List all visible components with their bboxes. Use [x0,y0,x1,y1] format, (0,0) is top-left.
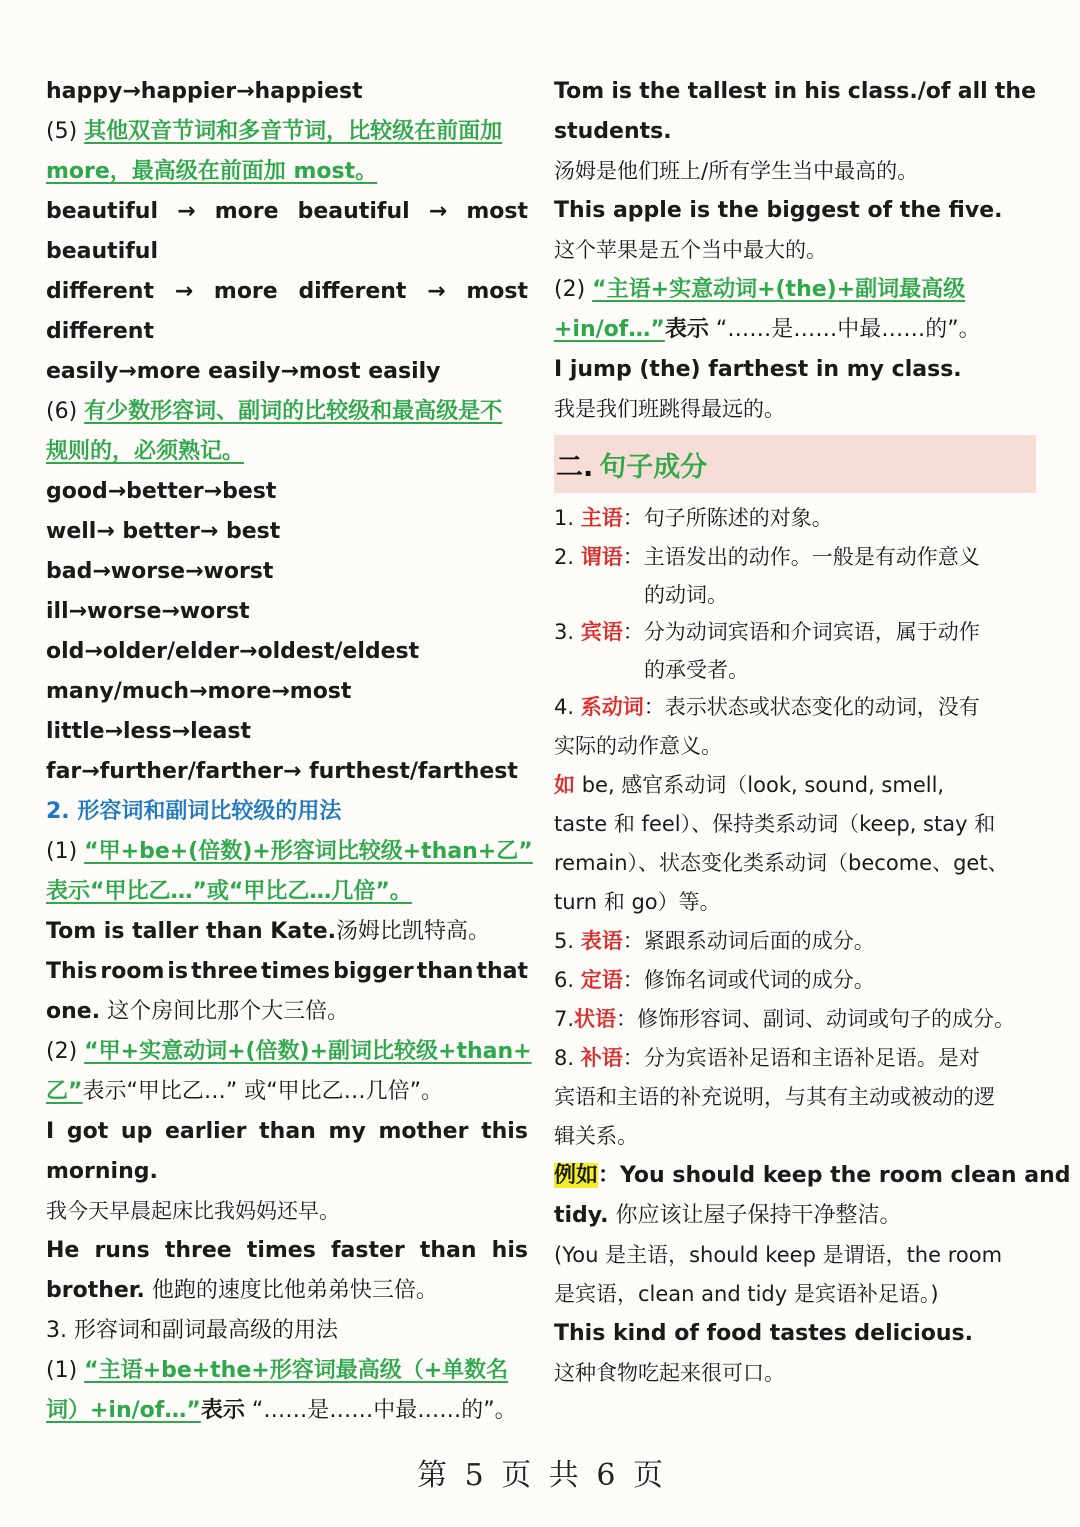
word: Tom [554,79,605,104]
word: the [639,79,681,104]
word: is [167,959,189,984]
item-desc-cont: 宾语和主语的补充说明，与其有主动或被动的逻 [554,1085,995,1109]
component-item [554,499,1036,538]
section-heading [554,435,1036,493]
linking-verbs-line: remain）、状态变化类系动词（become、get、 [554,851,1009,875]
word: class./of [847,79,951,104]
right-column [554,72,1071,1393]
word: earlier [165,1119,247,1144]
irregular-item: ill→worse→worst [46,599,250,624]
component-item [554,961,1036,1000]
item-desc: ：分为宾语补足语和主语补足语。是对 [622,1046,980,1070]
total-pages: 6 [596,1458,616,1493]
rule-text: 词）+in/of…” [46,1398,201,1423]
example-line [554,1156,1071,1196]
example-en: tidy. [554,1203,609,1228]
word: mother [378,1119,469,1144]
example-line: easily→more easily→most easily [46,359,441,384]
word: three [164,1238,232,1263]
rule-number: (5) [46,119,78,144]
linking-verbs-line [554,766,1036,805]
usage-rule-2 [46,1032,532,1072]
rule-text: 有少数形容词、副词的比较级和最高级是不 [84,399,503,424]
rule-number: (1) [46,839,78,864]
rule-number: (2) [46,1039,78,1064]
word: more [214,199,279,224]
item-number: 3. [554,620,575,644]
component-item [554,688,1036,727]
word: that [476,959,528,984]
rule-text: more，最高级在前面加 most。 [46,159,378,184]
item-desc-cont: 的动词。 [644,583,728,607]
irregular-item: far→further/farther→ furthest/farthest [46,759,518,784]
word: beautiful [297,199,410,224]
example-en: brother. [46,1278,145,1303]
word: He [46,1238,80,1263]
rule-meaning-label: 表示 [200,1398,245,1423]
rule-number: (6) [46,399,78,424]
page-number: 5 [464,1458,484,1493]
item-term: 系动词 [580,695,644,719]
example-line: different [46,319,154,344]
usage-rule-2-cont [46,1072,528,1112]
word: times [246,1238,316,1263]
word: times [261,959,331,984]
superlative-rule-1-cont [46,1391,528,1431]
example-en: This apple is the biggest of the five. [554,198,1003,223]
heading-comparative-usage: 2. 形容词和副词比较级的用法 [46,799,342,824]
arrow: → [428,199,448,224]
word: I [46,1119,55,1144]
rule-meaning: “……是……中最……的”。 [251,1398,517,1423]
item-number: 8. [554,1046,575,1070]
example-line [46,912,528,952]
rule-meaning-label: 表示 [664,317,709,342]
item-desc-cont: 实际的动作意义。 [554,734,722,758]
footer-text: 页 [632,1458,663,1493]
component-item [554,1000,1036,1039]
usage-rule-1 [46,832,533,872]
item-desc: ：修饰形容词、副词、动词或句子的成分。 [616,1007,1016,1031]
example-line [554,1196,1036,1236]
word: up [120,1119,153,1144]
item-desc: ：表示状态或状态变化的动词，没有 [643,695,980,719]
word: tallest [687,79,767,104]
usage-rule-1-cont [46,872,528,912]
word: got [66,1119,109,1144]
rule-6 [46,392,528,432]
word: this [481,1119,528,1144]
word: is [611,79,632,104]
rule-text: 乙” [46,1079,83,1104]
example-cn: 汤姆比凯特高。 [336,919,491,944]
word: runs [94,1238,150,1263]
word: different [46,279,154,304]
item-desc: ：主语发出的动作。一般是有动作意义 [622,545,980,569]
word: faster [330,1238,405,1263]
footer-text: 第 [417,1458,448,1493]
irregular-item: good→better→best [46,479,277,504]
example-line [46,1271,528,1311]
linking-verbs-line: taste 和 feel）、保持类系动词（keep, stay 和 [554,812,996,836]
example-line [46,1231,528,1271]
word: bigger [333,959,414,984]
example-highlight: 例如 [554,1163,599,1188]
item-number: 5. [554,929,575,953]
rule-text: 规则的，必须熟记。 [46,439,245,464]
example-cn: 这个房间比那个大三倍。 [107,999,350,1024]
example-marker: 如 [554,773,575,797]
rule-text: +in/of…” [554,317,665,342]
superlative-rule-2 [554,270,1036,310]
item-number: 2. [554,545,575,569]
example-line [46,192,528,232]
item-number: 4. [554,695,575,719]
example-line: beautiful [46,239,159,264]
word: most [466,279,528,304]
rule-5-cont [46,152,528,192]
page-footer [0,1450,1080,1494]
item-desc-cont: 辑关系。 [554,1124,638,1148]
word: than [416,959,474,984]
irregular-item: well→ better→ best [46,519,281,544]
text-line: happy→happier→happiest [46,79,363,104]
rule-6-cont [46,432,528,472]
word: beautiful [46,199,159,224]
example-cn: 我今天早晨起床比我妈妈还早。 [46,1199,340,1223]
word: This [46,959,98,984]
item-number: 7. [554,1007,575,1031]
word: more [213,279,278,304]
example-cn: 这个苹果是五个当中最大的。 [554,238,827,262]
irregular-item: many/much→more→most [46,679,352,704]
rule-text: 其他双音节词和多音节词，比较级在前面加 [84,119,503,144]
word: three [191,959,258,984]
example-en: ：You should keep the room clean and [598,1163,1071,1188]
item-desc-cont: 的承受者。 [644,658,749,682]
irregular-item: bad→worse→worst [46,559,274,584]
item-term: 表语 [580,929,623,953]
example-en: one. [46,999,101,1024]
example-line [46,952,528,992]
word: his [491,1238,528,1263]
item-number: 1. [554,506,575,530]
item-number: 6. [554,968,575,992]
component-item [554,922,1036,961]
component-item [554,1039,1036,1078]
word: most [466,199,528,224]
word: all [957,79,988,104]
example-line [46,992,528,1032]
item-desc: ：句子所陈述的对象。 [622,506,833,530]
component-item [554,613,1036,652]
rule-text: “甲+实意动词+(倍数)+副词比较级+than+ [84,1039,532,1064]
heading-superlative-usage: 3. 形容词和副词最高级的用法 [46,1318,338,1343]
rule-5 [46,112,528,152]
item-desc: ：分为动词宾语和介词宾语，属于动作 [622,620,980,644]
example-en: This kind of food tastes delicious. [554,1321,973,1346]
example-line [554,72,1036,112]
arrow: → [427,279,446,304]
item-desc: ：修饰名词或代词的成分。 [622,968,875,992]
item-term: 主语 [580,506,623,530]
component-item [554,538,1036,577]
arrow: → [174,279,194,304]
item-desc: ：紧跟系动词后面的成分。 [622,929,875,953]
rule-text: 表示“甲比乙…”或“甲比乙…几倍”。 [46,879,412,904]
left-column [46,72,533,1431]
arrow: → [177,199,196,224]
word: in [773,79,797,104]
word: than [259,1119,316,1144]
superlative-rule-1 [46,1351,528,1391]
example-en: students. [554,119,672,144]
rule-meaning: 表示“甲比乙…” 或“甲比乙…几倍”。 [82,1079,444,1104]
word: different [298,279,407,304]
superlative-rule-2-cont [554,310,1036,350]
linking-verbs-line: turn 和 go）等。 [554,890,721,914]
rule-text: “主语+实意动词+(the)+副词最高级 [592,277,966,302]
section-number: 二. [556,451,594,483]
irregular-item: little→less→least [46,719,252,744]
item-term: 定语 [580,968,623,992]
analysis-line: 是宾语，clean and tidy 是宾语补足语。) [554,1282,939,1306]
footer-text: 页 [501,1458,532,1493]
analysis-line: (You 是主语，should keep 是谓语，the room [554,1243,1003,1267]
item-term: 谓语 [580,545,623,569]
example-cn: 我是我们班跳得最远的。 [554,397,785,421]
item-term: 补语 [580,1046,623,1070]
item-term: 状语 [574,1007,617,1031]
example-cn: 你应该让屋子保持干净整洁。 [615,1203,902,1228]
irregular-item: old→older/elder→oldest/eldest [46,639,420,664]
word: than [419,1238,477,1263]
example-line [46,272,528,312]
example-line [46,1112,528,1152]
word: my [328,1119,366,1144]
word: his [804,79,841,104]
footer-text: 共 [548,1458,579,1493]
section-title: 句子成分 [599,451,708,483]
linking-verbs-text: be, 感官系动词（look, sound, smell, [581,773,945,797]
word: the [994,79,1036,104]
rule-text: “主语+be+the+形容词最高级（+单数名 [84,1358,509,1383]
rule-meaning: “……是……中最……的”。 [715,317,981,342]
example-cn: 这种食物吃起来很可口。 [554,1361,785,1385]
example-en: I jump (the) farthest in my class. [554,357,962,382]
rule-number: (1) [46,1358,78,1383]
item-term: 宾语 [580,620,623,644]
rule-text: “甲+be+(倍数)+形容词比较级+than+乙” [84,839,533,864]
word: room [100,959,165,984]
example-cn: 汤姆是他们班上/所有学生当中最高的。 [554,159,919,183]
rule-number: (2) [554,277,586,302]
example-en: morning. [46,1159,158,1184]
example-en: Tom is taller than Kate. [46,919,336,944]
example-cn: 他跑的速度比他弟弟快三倍。 [151,1278,438,1303]
